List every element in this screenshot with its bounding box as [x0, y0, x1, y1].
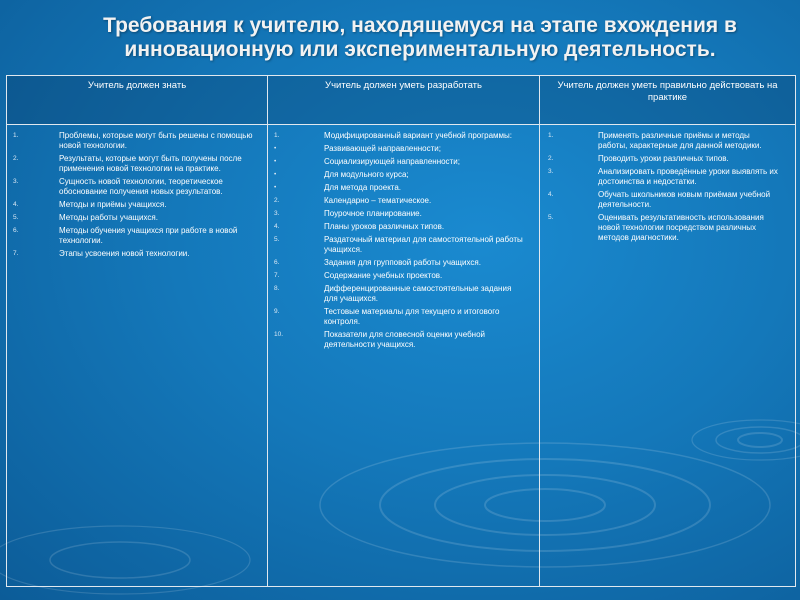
list-item — [540, 154, 795, 164]
list-item-text: Поурочное планирование. — [324, 209, 422, 218]
requirements-table — [6, 75, 796, 587]
list-item — [7, 154, 267, 174]
practice-list — [540, 131, 795, 243]
list-marker: 5. — [548, 214, 554, 221]
list-item-text: Для модульного курса; — [324, 170, 409, 179]
list-item — [268, 284, 539, 304]
list-item — [268, 271, 539, 281]
list-marker: • — [274, 158, 277, 165]
list-marker: • — [274, 145, 277, 152]
list-item — [7, 177, 267, 197]
list-marker: 8. — [274, 285, 280, 292]
list-item-text: Анализировать проведённые уроки выявлять их достоинства и недостатки. — [598, 167, 778, 186]
list-item-text: Дифференцированные самостоятельные задания для учащихся. — [324, 284, 512, 303]
list-item-text: Этапы усвоения новой технологии. — [59, 249, 190, 258]
list-marker: 4. — [548, 191, 554, 198]
list-item — [268, 258, 539, 268]
list-item — [268, 144, 539, 154]
list-item-text: Модифицированный вариант учебной программы: — [324, 131, 513, 140]
page-title: Требования к учителю, находящемуся на этапе вхождения в инновационную или экспериментальную деятельность. — [103, 14, 737, 61]
list-marker: 2. — [548, 155, 554, 162]
list-marker: 2. — [274, 197, 280, 204]
table-header-row — [7, 76, 796, 125]
list-item-text: Календарно – тематическое. — [324, 196, 432, 205]
list-item — [7, 249, 267, 259]
list-item — [268, 196, 539, 206]
list-item-text: Применять различные приёмы и методы работы, характерные для данной методики. — [598, 131, 762, 150]
list-item-text: Методы работы учащихся. — [59, 213, 158, 222]
list-item-text: Обучать школьников новым приёмам учебной деятельности. — [598, 190, 771, 209]
list-item — [7, 131, 267, 151]
list-item — [540, 190, 795, 210]
list-marker: 6. — [13, 227, 19, 234]
list-item — [7, 226, 267, 246]
column-develop — [268, 125, 540, 587]
list-item — [268, 183, 539, 193]
list-item — [268, 170, 539, 180]
list-item-text: Задания для групповой работы учащихся. — [324, 258, 481, 267]
list-item-text: Развивающей направленности; — [324, 144, 441, 153]
list-marker: 1. — [274, 132, 280, 139]
list-item-text: Методы обучения учащихся при работе в новой технологии. — [59, 226, 238, 245]
list-marker: 1. — [13, 132, 19, 139]
list-marker: 6. — [274, 259, 280, 266]
list-item — [268, 157, 539, 167]
list-item — [268, 235, 539, 255]
list-item-text: Результаты, которые могут быть получены после применения новой технологии на практике. — [59, 154, 242, 173]
table-body-row — [7, 125, 796, 587]
header-practice: Учитель должен уметь правильно действовать на практике — [540, 76, 796, 125]
list-item — [268, 222, 539, 232]
list-marker: 7. — [13, 250, 19, 257]
list-item-text: Планы уроков различных типов. — [324, 222, 445, 231]
list-marker: 5. — [274, 236, 280, 243]
list-item — [268, 131, 539, 141]
list-item-text: Социализирующей направленности; — [324, 157, 460, 166]
list-marker: 10. — [274, 331, 284, 338]
list-marker: 5. — [13, 214, 19, 221]
list-marker: 3. — [13, 178, 19, 185]
column-practice — [540, 125, 796, 587]
list-item-text: Проблемы, которые могут быть решены с помощью новой технологии. — [59, 131, 253, 150]
list-item — [268, 330, 539, 350]
header-develop: Учитель должен уметь разработать — [268, 76, 540, 125]
list-item-text: Проводить уроки различных типов. — [598, 154, 729, 163]
list-item-text: Тестовые материалы для текущего и итогового контроля. — [324, 307, 500, 326]
list-item-text: Сущность новой технологии, теоретическое обоснование получения новых результатов. — [59, 177, 223, 196]
list-item — [540, 131, 795, 151]
list-marker: • — [274, 184, 277, 191]
list-marker: 4. — [13, 201, 19, 208]
column-know — [7, 125, 268, 587]
list-marker: 2. — [13, 155, 19, 162]
list-marker: 7. — [274, 272, 280, 279]
header-know: Учитель должен знать — [7, 76, 268, 125]
list-item — [268, 307, 539, 327]
list-marker: 1. — [548, 132, 554, 139]
list-marker: 4. — [274, 223, 280, 230]
list-marker: • — [274, 171, 277, 178]
list-item-text: Методы и приёмы учащихся. — [59, 200, 167, 209]
list-item — [268, 209, 539, 219]
list-item-text: Оценивать результативность использования новой технологии посредством различных методов диагностики. — [598, 213, 764, 242]
list-marker: 3. — [274, 210, 280, 217]
list-item-text: Для метода проекта. — [324, 183, 402, 192]
list-item — [540, 213, 795, 243]
list-item-text: Раздаточный материал для самостоятельной работы учащихся. — [324, 235, 523, 254]
know-list — [7, 131, 267, 259]
list-item-text: Показатели для словесной оценки учебной деятельности учащихся. — [324, 330, 486, 349]
list-item-text: Содержание учебных проектов. — [324, 271, 443, 280]
develop-list — [268, 131, 539, 350]
list-item — [7, 200, 267, 210]
list-marker: 3. — [548, 168, 554, 175]
list-item — [540, 167, 795, 187]
list-marker: 9. — [274, 308, 280, 315]
list-item — [7, 213, 267, 223]
